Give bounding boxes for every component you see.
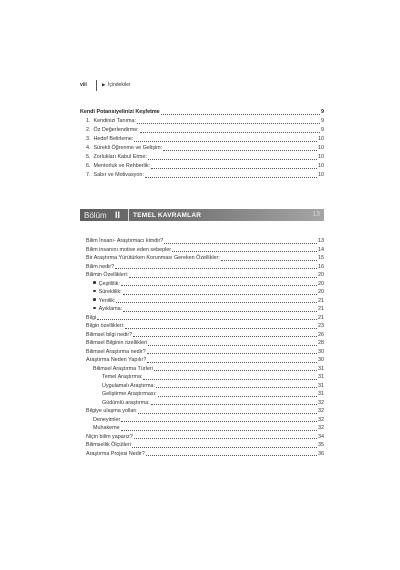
toc-entry-bilgin-ozellikleri[interactable]: Bilgin özellikleri: 23 bbox=[86, 323, 324, 329]
toc-entry-bilimsel-bilgi-ozellikleri[interactable]: Bilimsel Bilginin özellikleri 28 bbox=[86, 340, 324, 346]
dot-leader bbox=[151, 404, 317, 405]
dot-leader bbox=[158, 396, 317, 397]
toc-entry-nicin-bilim[interactable]: Niçin bilim yaparız? 34 bbox=[86, 433, 324, 440]
dot-leader bbox=[221, 260, 317, 261]
dot-leader bbox=[163, 150, 317, 151]
section-label: Bölüm bbox=[84, 210, 107, 220]
toc-entry-uygulamali[interactable]: Uygulamalı Araştırma: 31 bbox=[102, 382, 324, 389]
toc-entry-cesitlilik[interactable]: Çeşitlilik: 20 bbox=[93, 281, 324, 288]
section-title: TEMEL KAVRAMLAR bbox=[133, 211, 202, 219]
toc-entry-bilimsel-arastirma[interactable]: Bilimsel Araştırma nedir? 30 bbox=[86, 348, 324, 355]
toc-entry-4[interactable]: 4. Sürekli Öğrenme ve Gelişim: 10 bbox=[86, 145, 324, 151]
dot-leader bbox=[121, 421, 317, 422]
toc-entry-3[interactable]: 3. Hedef Belirleme: 10 bbox=[86, 136, 324, 142]
dot-leader bbox=[137, 123, 320, 124]
toc-entry-bilimsellik[interactable]: Bilimsellik Ölçütleri 35 bbox=[86, 442, 324, 448]
toc-entry-bilimsel-bilgi[interactable]: Bilimsel bilgi nedir? 26 bbox=[86, 331, 324, 338]
dot-leader bbox=[116, 302, 317, 303]
toc-entry-sureklilik[interactable]: Süreklilik: 20 bbox=[93, 289, 324, 296]
toc-entry-arastirma-neden[interactable]: Araştırma Neden Yapılır? 30 bbox=[86, 357, 324, 363]
dot-leader bbox=[125, 328, 317, 329]
toc-entry-bilgiye-ulasma[interactable]: Bilgiye ulaşma yolları 32 bbox=[86, 408, 324, 414]
toc-entry-bilim-nedir[interactable]: Bilim nedir? 16 bbox=[86, 263, 324, 270]
section-divider bbox=[128, 209, 129, 221]
toc-entry-2[interactable]: 2. Öz Değerlendirme: 9 bbox=[86, 127, 324, 133]
running-header bbox=[80, 80, 324, 92]
toc-entry-temel-arastirma[interactable]: Temel Araştırma: 31 bbox=[102, 374, 324, 380]
toc-entry-arastirma-turleri[interactable]: Bilimsel Araştırma Türleri 31 bbox=[93, 365, 324, 372]
dot-leader bbox=[97, 319, 317, 320]
toc-entry-arastirma-yurutme[interactable]: Bir Araştırma Yürütürken Korunması Gereken Özellikler: 15 bbox=[86, 255, 324, 261]
dot-leader bbox=[145, 177, 317, 178]
bullet-icon bbox=[93, 307, 96, 310]
dot-leader bbox=[143, 379, 317, 380]
toc-entry-yenilik[interactable]: Yenilik: 21 bbox=[93, 298, 324, 305]
dot-leader bbox=[164, 243, 317, 244]
dot-leader bbox=[161, 114, 320, 115]
toc-entry-ayiklama[interactable]: Ayıklama: 21 bbox=[93, 306, 324, 313]
toc-entry-proje[interactable]: Araştırma Projesi Nedir? 36 bbox=[86, 450, 324, 457]
dot-leader bbox=[154, 370, 317, 371]
toc-entry-bilgi[interactable]: Bilgi 21 bbox=[86, 314, 324, 321]
dot-leader bbox=[134, 141, 317, 142]
dot-leader bbox=[148, 159, 317, 160]
page-number: viii bbox=[80, 82, 87, 88]
dot-leader bbox=[129, 277, 317, 278]
toc-entry-muhakeme[interactable]: Muhakeme 32 bbox=[93, 425, 324, 431]
dot-leader bbox=[132, 447, 317, 448]
section-number: II bbox=[115, 209, 121, 220]
toc-entry-motive[interactable]: Bilim insanını motive eden sebepler 14 bbox=[86, 246, 324, 253]
toc-entry-bilimin-ozellikleri[interactable]: Bilimin Özellikleri: 20 bbox=[86, 272, 324, 278]
toc-entry-gelistirme[interactable]: Geliştirme Araştırması: 31 bbox=[102, 391, 324, 397]
bullet-icon bbox=[93, 290, 96, 293]
dot-leader bbox=[123, 294, 317, 295]
toc-entry-bilim-insani[interactable]: Bilim İnsanı- Araştırmacı kimdir? 13 bbox=[86, 238, 324, 244]
dot-leader bbox=[148, 345, 317, 346]
dot-leader bbox=[146, 455, 317, 456]
dot-leader bbox=[133, 336, 317, 337]
bullet-icon bbox=[93, 281, 96, 284]
dot-leader bbox=[121, 285, 317, 286]
toc-heading-kendi-potansiyel[interactable]: Kendi Potansiyelinizi Keşfetme 9 bbox=[80, 109, 324, 115]
section-banner bbox=[80, 209, 324, 221]
toc-entry-5[interactable]: 5. Zorlukları Kabul Etme: 10 bbox=[86, 154, 324, 160]
dot-leader bbox=[115, 268, 317, 269]
header-title: İçindekiler bbox=[108, 82, 131, 88]
dot-leader bbox=[134, 438, 317, 439]
dot-leader bbox=[147, 353, 317, 354]
dot-leader bbox=[121, 430, 317, 431]
toc-entry-7[interactable]: 7. Sabır ve Motivasyon: 10 bbox=[86, 172, 324, 178]
dot-leader bbox=[172, 251, 317, 252]
dot-leader bbox=[140, 132, 320, 133]
toc-entry-6[interactable]: 6. Mentorluk ve Rehberlik: 10 bbox=[86, 163, 324, 169]
dot-leader bbox=[123, 311, 317, 312]
toc-entry-1[interactable]: 1. Kendinizi Tanıma: 9 bbox=[86, 118, 324, 124]
dot-leader bbox=[147, 362, 317, 363]
toc-entry-deneyimler[interactable]: Deneyimler 32 bbox=[93, 416, 324, 423]
triangle-right-icon: ▶ bbox=[102, 82, 106, 87]
bullet-icon bbox=[93, 298, 96, 301]
header-divider bbox=[96, 80, 97, 91]
dot-leader bbox=[151, 168, 317, 169]
dot-leader bbox=[138, 413, 317, 414]
toc-entry-gudumlu[interactable]: Güdümlü araştırma: 32 bbox=[102, 399, 324, 406]
dot-leader bbox=[156, 387, 317, 388]
section-page: 13 bbox=[312, 211, 320, 218]
